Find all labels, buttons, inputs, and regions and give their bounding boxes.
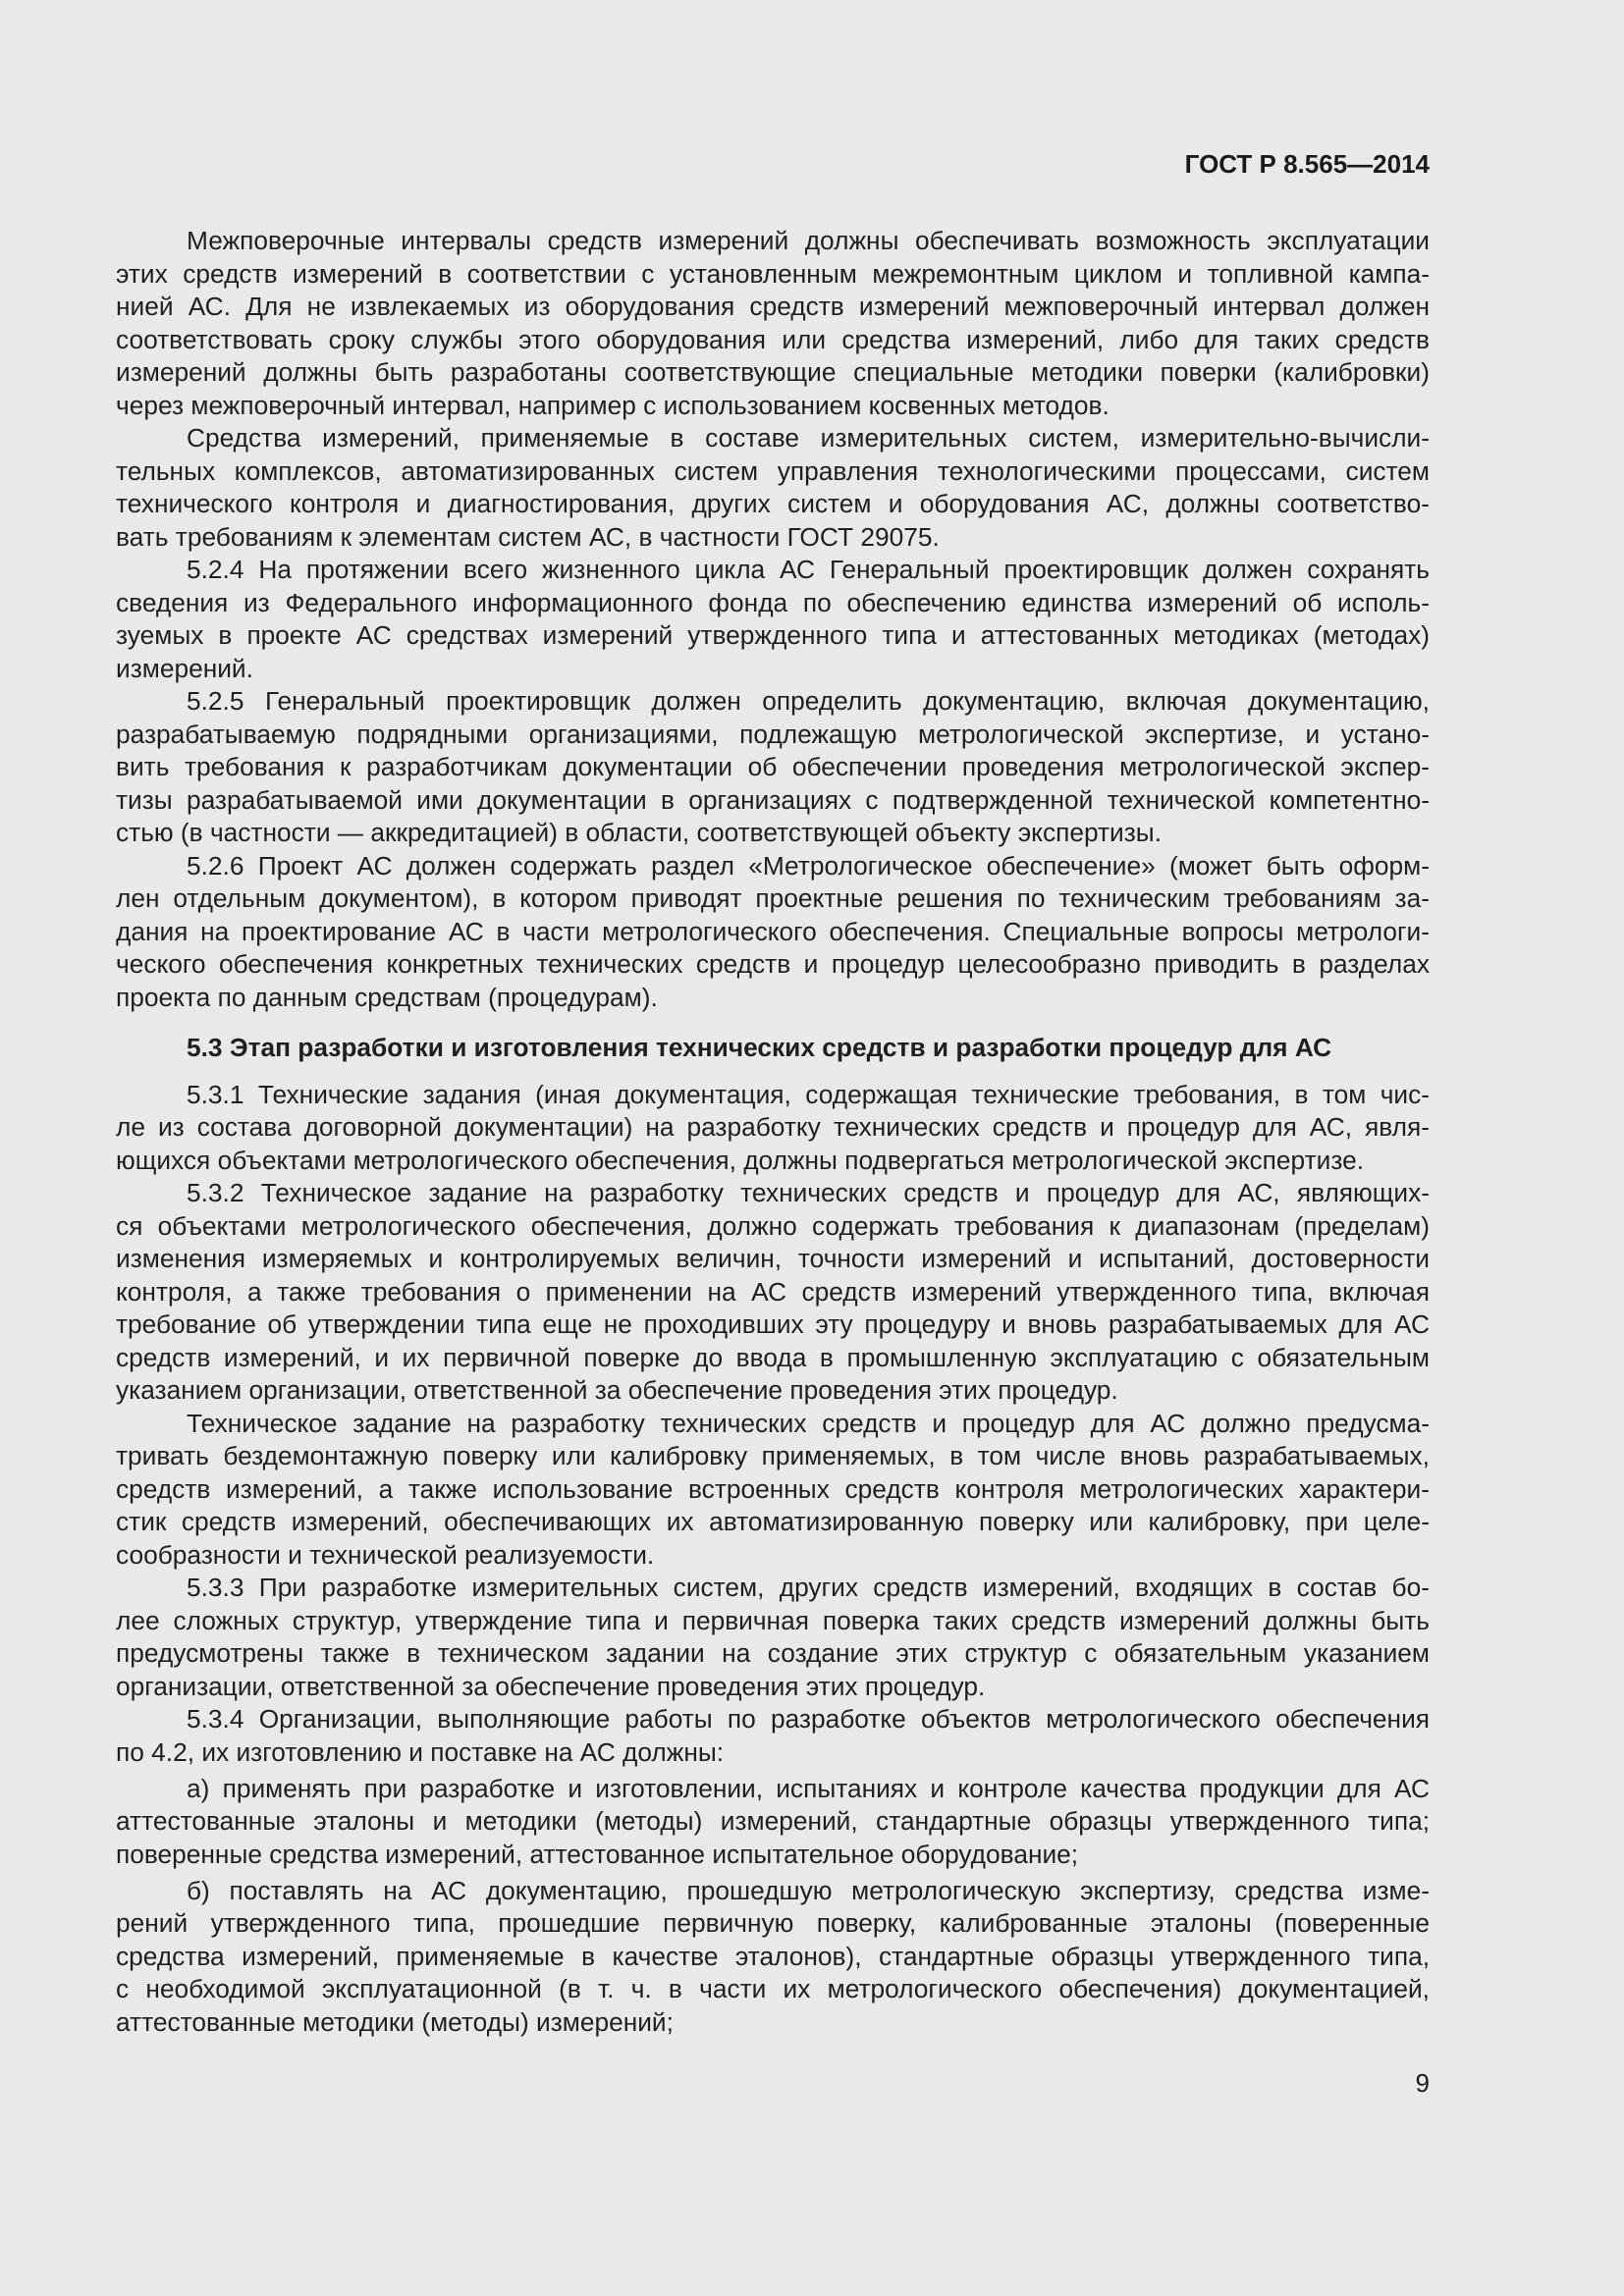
document-header: ГОСТ Р 8.565—2014	[1184, 149, 1430, 179]
paragraph-line: стик средств измерений, обеспечивающих их автоматизированную поверку или калибровку, при целе-	[116, 1507, 1430, 1536]
clause-5-2-5: 5.2.5 Генеральный проектировщик должен определить документацию, включая документацию,	[187, 686, 1430, 716]
paragraph-line: с необходимой эксплуатационной (в т. ч. в части их метрологического обеспечения) документацией,	[116, 1974, 1430, 2003]
clause-5-3-4: 5.3.4 Организации, выполняющие работы по разработке объектов метрологического обеспечения	[187, 1704, 1430, 1734]
paragraph-line: соответствовать сроку службы этого оборудования или средства измерений, либо для таких средств	[116, 324, 1430, 354]
clause-5-3-3: 5.3.3 При разработке измерительных систем, других средств измерений, входящих в состав бо-	[187, 1573, 1430, 1602]
paragraph-line: дания на проектирование АС в части метрологического обеспечения. Специальные вопросы метрологи-	[116, 916, 1430, 946]
clause-5-2-6: 5.2.6 Проект АС должен содержать раздел «Метрологическое обеспечение» (может быть оформ-	[187, 850, 1430, 881]
paragraph-line: Техническое задание на разработку технических средств и процедур для АС должно предусма-	[187, 1408, 1430, 1438]
clause-5-3-2: 5.3.2 Техническое задание на разработку технических средств и процедур для АС, являющих-	[187, 1178, 1430, 1207]
paragraph-line: этих средств измерений в соответствии с установленным межремонтным циклом и топливной кампа-	[116, 258, 1430, 289]
paragraph-line: аттестованные методики (методы) измерений;	[116, 2006, 674, 2037]
paragraph-line: указанием организации, ответственной за обеспечение проведения этих процедур.	[116, 1375, 1118, 1405]
paragraph-line: предусмотрены также в техническом задании на создание этих структур с обязательным указанием	[116, 1638, 1430, 1668]
paragraph-line: ющихся объектами метрологического обеспечения, должны подвергаться метрологической экспертизе.	[116, 1145, 1365, 1175]
clause-5-2-4: 5.2.4 На протяжении всего жизненного цикла АС Генеральный проектировщик должен сохранять	[187, 555, 1430, 584]
paragraph-line: стью (в частности — аккредитацией) в области, соответствующей объекту экспертизы.	[116, 818, 1162, 847]
paragraph-line: ческого обеспечения конкретных технических средств и процедур целесообразно приводить в разделах	[116, 949, 1430, 979]
paragraph-line: изменения измеряемых и контролируемых величин, точности измерений и испытаний, достоверности	[116, 1244, 1430, 1273]
paragraph-line: тельных комплексов, автоматизированных систем управления технологическими процессами, систем	[116, 455, 1430, 486]
paragraph-line: сообразности и технической реализуемости.	[116, 1539, 655, 1570]
body-text	[116, 225, 1430, 2039]
paragraph-line: тизы разрабатываемой ими документации в организациях с подтвержденной технической компетентно-	[116, 784, 1430, 815]
paragraph-line: сведения из Федерального информационного фонда по обеспечению единства измерений об исполь-	[116, 587, 1430, 617]
paragraph-line: тривать бездемонтажную поверку или калибровку применяемых, в том числе вновь разрабатываемых,	[116, 1441, 1430, 1470]
paragraph-line: требование об утверждении типа еще не проходивших эту процедуру и вновь разрабатываемых для АС	[116, 1309, 1430, 1339]
paragraph-line: разрабатываемую подрядными организациями, подлежащую метрологической экспертизе, и устано-	[116, 719, 1430, 749]
paragraph-line: вать требованиям к элементам систем АС, в частности ГОСТ 29075.	[116, 521, 940, 552]
paragraph-line: Межповерочные интервалы средств измерений должны обеспечивать возможность эксплуатации	[187, 226, 1430, 255]
paragraph-line: контроля, а также требования о применении на АС средств измерений утвержденного типа, включая	[116, 1276, 1430, 1307]
paragraph-line: нией АС. Для не извлекаемых из оборудования средств измерений межповерочный интервал должен	[116, 292, 1430, 321]
paragraph-line: проекта по данным средствам (процедурам).	[116, 982, 658, 1012]
paragraph-line: вить требования к разработчикам документации об обеспечении проведения метрологической экспер-	[116, 752, 1430, 781]
paragraph-line: через межповерочный интервал, например с использованием косвенных методов.	[116, 390, 1110, 420]
paragraph-line: лен отдельным документом), в котором приводят проектные решения по техническим требованиям за-	[116, 883, 1430, 913]
paragraph-line: Средства измерений, применяемые в составе измерительных систем, измерительно-вычисли-	[187, 423, 1430, 453]
list-item-b: б) поставлять на АС документацию, прошедшую метрологическую экспертизу, средства изме-	[187, 1875, 1430, 1905]
paragraph-line: измерений.	[116, 653, 253, 683]
paragraph-line: ле из состава договорной документации) на разработку технических средств и процедур для АС, явля-	[116, 1112, 1430, 1142]
section-heading-5-3: 5.3 Этап разработки и изготовления технических средств и разработки процедур для АС	[187, 1033, 1332, 1062]
paragraph-line: средства измерений, применяемые в качестве эталонов), стандартные образцы утвержденного типа,	[116, 1941, 1430, 1971]
paragraph-line: зуемых в проекте АС средствах измерений утвержденного типа и аттестованных методиках (методах)	[116, 620, 1430, 650]
clause-5-3-1: 5.3.1 Технические задания (иная документация, содержащая технические требования, в том чис-	[187, 1079, 1430, 1109]
paragraph-line: по 4.2, их изготовлению и поставке на АС должны:	[116, 1736, 725, 1767]
page-number: 9	[1415, 2068, 1430, 2098]
paragraph-line: ся объектами метрологического обеспечения, должно содержать требования к диапазонам (пределам)	[116, 1210, 1430, 1241]
paragraph-line: организации, ответственной за обеспечение проведения этих процедур.	[116, 1671, 986, 1701]
list-item-a: а) применять при разработке и изготовлении, испытаниях и контроле качества продукции для АС	[187, 1773, 1430, 1803]
paragraph-line: средств измерений, а также использование встроенных средств контроля метрологических характери-	[116, 1473, 1430, 1504]
paragraph-line: измерений должны быть разработаны соответствующие специальные методики поверки (калибровки)	[116, 357, 1430, 387]
paragraph-line: лее сложных структур, утверждение типа и первичная поверка таких средств измерений должны быть	[116, 1605, 1430, 1635]
paragraph-line: средств измерений, и их первичной поверке до ввода в промышленную эксплуатацию с обязательным	[116, 1342, 1430, 1372]
paragraph-line: поверенные средства измерений, аттестованное испытательное оборудование;	[116, 1839, 1079, 1869]
paragraph-line: технического контроля и диагностирования, других систем и оборудования АС, должны соответство-	[116, 489, 1430, 518]
paragraph-line: аттестованные эталоны и методики (методы) измерений, стандартные образцы утвержденного типа;	[116, 1806, 1430, 1836]
paragraph-line: рений утвержденного типа, прошедшие первичную поверку, калиброванные эталоны (поверенные	[116, 1908, 1430, 1938]
